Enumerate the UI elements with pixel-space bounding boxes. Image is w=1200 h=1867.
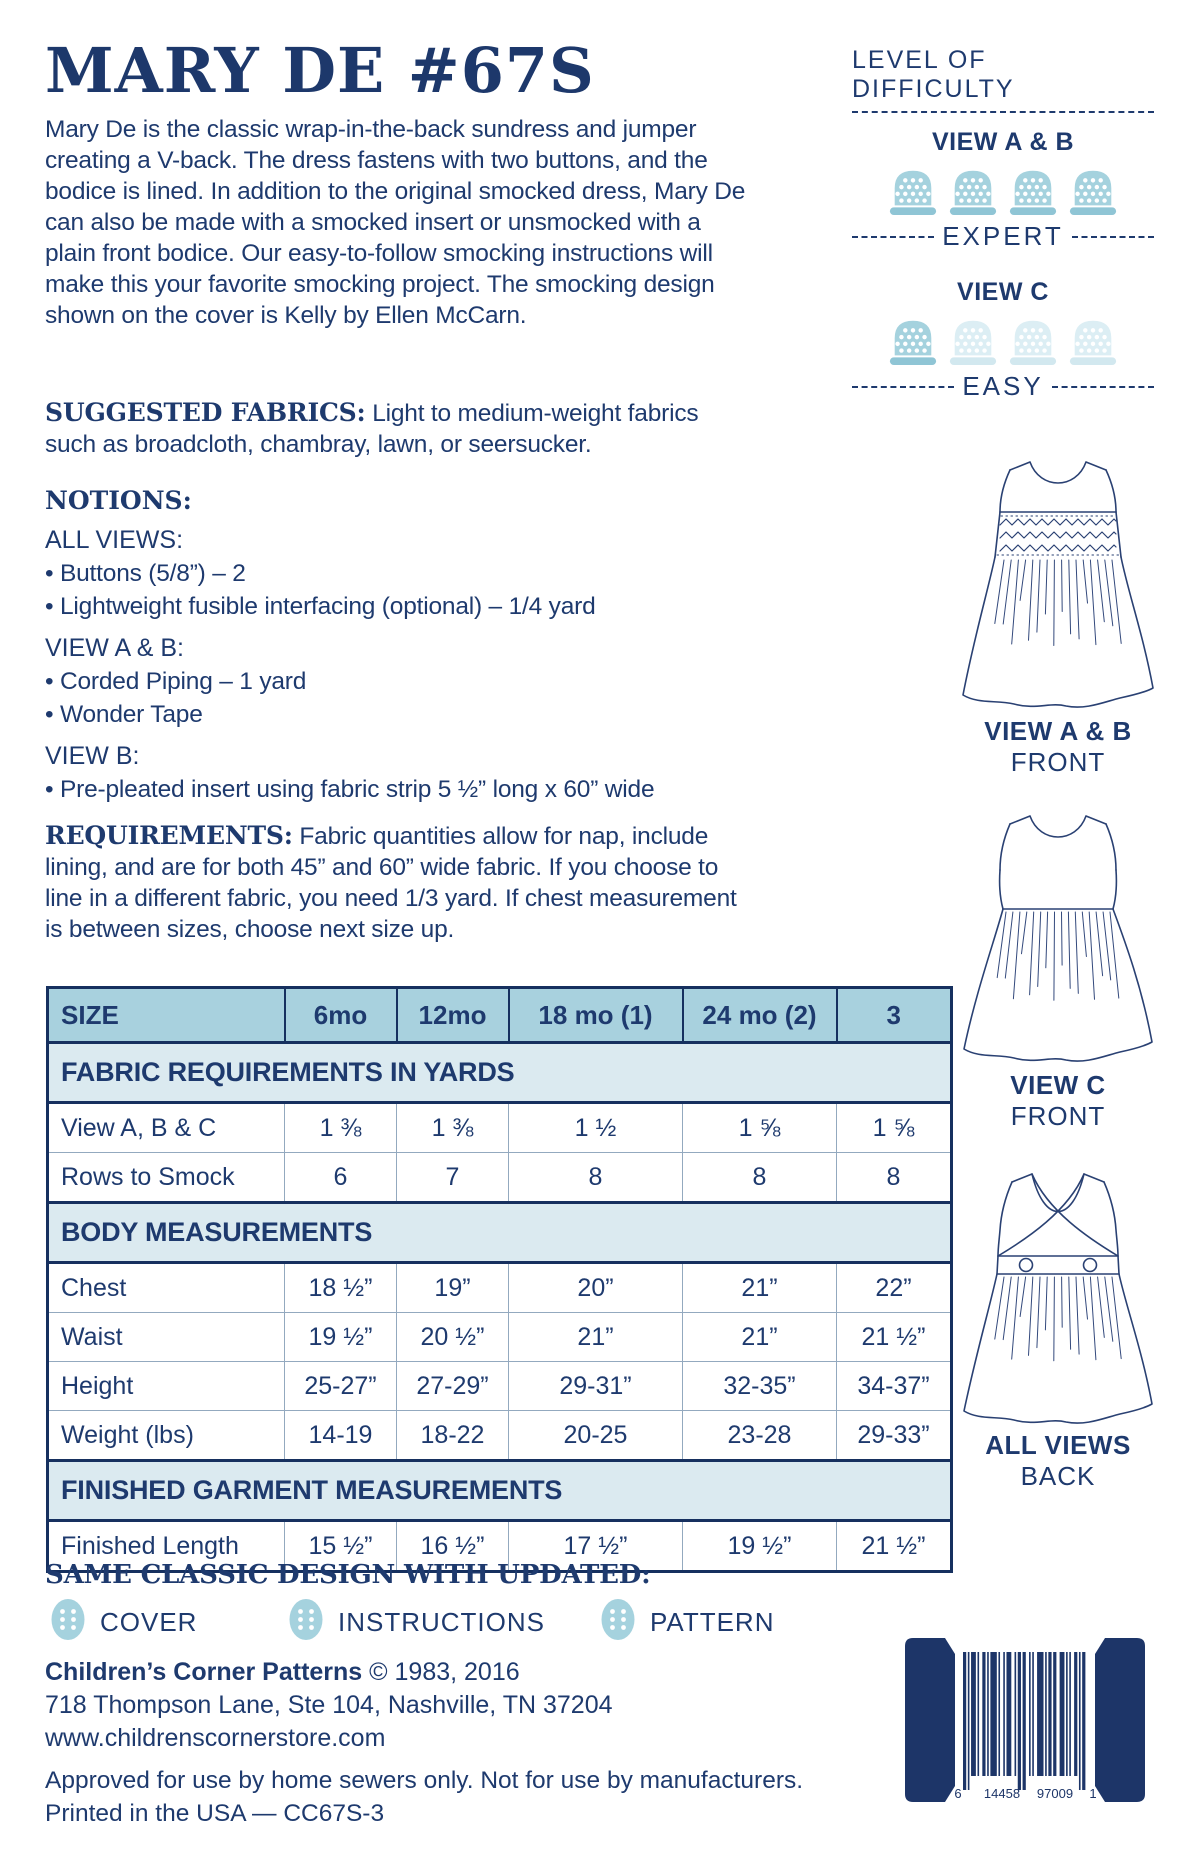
table-row (48, 1313, 952, 1362)
table-cell: 22” (837, 1263, 952, 1313)
table-cell: 1 ⅜ (397, 1103, 509, 1153)
dashed-line (852, 236, 934, 238)
table-cell: 20-25 (509, 1411, 683, 1461)
figure-view-ab-front (946, 452, 1170, 777)
thimble-icon (1066, 314, 1120, 366)
requirements-paragraph: REQUIREMENTS: Fabric quantities allow for nap, include lining, and are for both 45” and 60” wide fabric. If you choose to line in a different fabric, you need 1/3 yard. If chest measurement is between sizes, choose next size up. (45, 821, 737, 943)
updated-item-instructions: INSTRUCTIONS (288, 1598, 545, 1646)
table-cell: 21” (509, 1313, 683, 1362)
button-icon (288, 1598, 324, 1641)
barcode-bars (963, 1652, 1085, 1790)
notions-item: • Wonder Tape (45, 698, 750, 731)
description-paragraph: Mary De is the classic wrap-in-the-back sundress and jumper creating a V-back. The dress fastens with two buttons, and the bodice is lined. In addition to the original smocked dress, Mary De can also be made with a smocked insert or unsmocked with a plain front bodice. Our easy-to-follow smocking instructions will make this your favorite smocking project. The smocking design shown on the cover is Kelly by Ellen McCarn. (45, 116, 746, 329)
table-cell: 29-31” (509, 1362, 683, 1411)
table-cell: 6 (285, 1153, 397, 1203)
table-cell: 8 (509, 1153, 683, 1203)
table-cell: 19” (397, 1263, 509, 1313)
updated-item-cover: COVER (50, 1598, 197, 1646)
button-icon (288, 1598, 324, 1646)
table-cell: 1 ½ (509, 1103, 683, 1153)
suggested-fabrics-label: SUGGESTED FABRICS: (45, 398, 366, 427)
barcode-digit: 14458 (983, 1786, 1021, 1801)
barcode-spool (905, 1638, 1145, 1816)
table-cell: 34-37” (837, 1362, 952, 1411)
table-section-label: BODY MEASUREMENTS (48, 1203, 952, 1263)
notions-group-heading: VIEW B: (45, 742, 140, 770)
table-cell: 1 ⅜ (285, 1103, 397, 1153)
table-cell: 21 ½” (837, 1313, 952, 1362)
figure-caption-title: ALL VIEWS (985, 1430, 1131, 1460)
notions-label: NOTIONS: (45, 486, 192, 515)
size-chart (46, 986, 953, 1573)
table-cell: 18 ½” (285, 1263, 397, 1313)
thimble-icon (886, 314, 940, 366)
difficulty-panel (852, 46, 1154, 402)
figure-caption-title: VIEW A & B (984, 716, 1132, 746)
table-cell: 23-28 (683, 1411, 837, 1461)
table-row (48, 1153, 952, 1203)
table-cell: 25-27” (285, 1362, 397, 1411)
table-cell: 17 ½” (509, 1521, 683, 1572)
button-icon (50, 1598, 86, 1646)
table-cell: 21” (683, 1263, 837, 1313)
figure-caption-subtitle: BACK (1020, 1461, 1096, 1491)
publisher-line (45, 1656, 613, 1689)
barcode-digit: 97009 (1036, 1786, 1074, 1801)
table-cell: Weight (lbs) (48, 1411, 285, 1461)
difficulty-thimbles-c (852, 314, 1154, 366)
updated-heading: SAME CLASSIC DESIGN WITH UPDATED: (45, 1560, 651, 1590)
table-section-label: FINISHED GARMENT MEASUREMENTS (48, 1461, 952, 1521)
table-cell: 19 ½” (285, 1313, 397, 1362)
notions-item: • Pre-pleated insert using fabric strip 5 ½” long x 60” wide (45, 773, 750, 806)
suggested-fabrics-paragraph: SUGGESTED FABRICS: Light to medium-weight fabrics such as broadcloth, chambray, lawn, or seersucker. (45, 398, 699, 458)
notions-item: • Lightweight fusible interfacing (optional) – 1/4 yard (45, 590, 750, 623)
table-cell: 1 ⅝ (837, 1103, 952, 1153)
notions-group-heading: VIEW A & B: (45, 634, 184, 662)
legal-block (45, 1764, 803, 1830)
updated-item-pattern: PATTERN (600, 1598, 774, 1646)
column-header: 18 mo (1) (509, 988, 683, 1043)
requirements-label: REQUIREMENTS: (45, 821, 293, 850)
page-title: MARY DE #67S (45, 34, 595, 107)
table-cell: 8 (837, 1153, 952, 1203)
thimble-icon (946, 314, 1000, 366)
table-cell: 21” (683, 1313, 837, 1362)
table-row (48, 1263, 952, 1313)
figure-all-views-back (946, 1166, 1170, 1491)
table-cell: 27-29” (397, 1362, 509, 1411)
notions-section (45, 486, 750, 806)
table-section-label: FABRIC REQUIREMENTS IN YARDS (48, 1043, 952, 1103)
table-cell: Rows to Smock (48, 1153, 285, 1203)
column-header: 24 mo (2) (683, 988, 837, 1043)
figure-caption-subtitle: FRONT (1010, 747, 1106, 777)
figure-view-c-front (946, 806, 1170, 1131)
table-cell: 16 ½” (397, 1521, 509, 1572)
difficulty-level-easy: EASY (852, 371, 1154, 402)
difficulty-view-ab-label: VIEW A & B (931, 128, 1075, 156)
button-icon (600, 1598, 636, 1646)
printed-note: Printed in the USA — CC67S-3 (45, 1800, 385, 1827)
table-cell: 18-22 (397, 1411, 509, 1461)
difficulty-thimbles-ab (852, 164, 1154, 216)
table-row (48, 1043, 952, 1103)
table-row (48, 1203, 952, 1263)
table-cell: 29-33” (837, 1411, 952, 1461)
table-cell: Finished Length (48, 1521, 285, 1572)
table-cell: 19 ½” (683, 1521, 837, 1572)
figure-caption-subtitle: FRONT (1010, 1101, 1106, 1131)
difficulty-view-c-label: VIEW C (957, 278, 1049, 306)
column-header: SIZE (48, 988, 285, 1043)
dress-illustration-plain-front (948, 806, 1168, 1066)
publisher-website: www.childrenscornerstore.com (45, 1724, 386, 1752)
figure-caption-title: VIEW C (1010, 1070, 1106, 1100)
table-row (48, 1103, 952, 1153)
table-row (48, 1362, 952, 1411)
table-row (48, 988, 952, 1043)
table-cell: Chest (48, 1263, 285, 1313)
notions-groups (45, 524, 750, 806)
table-cell: 21 ½” (837, 1521, 952, 1572)
button-icon (600, 1598, 636, 1641)
notions-item: • Buttons (5/8”) – 2 (45, 557, 750, 590)
table-cell: 20 ½” (397, 1313, 509, 1362)
approval-note: Approved for use by home sewers only. Not for use by manufacturers. (45, 1767, 804, 1794)
table-cell: 1 ⅝ (683, 1103, 837, 1153)
barcode-digit: 6 (954, 1786, 962, 1801)
table-cell: 7 (397, 1153, 509, 1203)
button-icon (50, 1598, 86, 1641)
copyright: © 1983, 2016 (369, 1658, 520, 1686)
table-cell: 32-35” (683, 1362, 837, 1411)
barcode-digit: 1 (1089, 1786, 1097, 1801)
table-cell: 8 (683, 1153, 837, 1203)
thimble-icon (1006, 164, 1060, 216)
difficulty-heading: LEVEL OF DIFFICULTY (852, 46, 1154, 113)
column-header: 12mo (397, 988, 509, 1043)
column-header: 6mo (285, 988, 397, 1043)
difficulty-level-expert: EXPERT (852, 221, 1154, 252)
table-row (48, 1411, 952, 1461)
thimble-icon (1066, 164, 1120, 216)
notions-group-heading: ALL VIEWS: (45, 526, 184, 554)
table-cell: Waist (48, 1313, 285, 1362)
table-cell: 15 ½” (285, 1521, 397, 1572)
publisher-block (45, 1656, 613, 1755)
dashed-line (1072, 236, 1154, 238)
publisher-name: Children’s Corner Patterns (45, 1658, 363, 1686)
table-cell: View A, B & C (48, 1103, 285, 1153)
dashed-line (852, 386, 954, 388)
table-cell: 14-19 (285, 1411, 397, 1461)
dress-illustration-smocked-front (948, 452, 1168, 712)
table-row (48, 1461, 952, 1521)
thimble-icon (1006, 314, 1060, 366)
table-cell: Height (48, 1362, 285, 1411)
table-cell: 20” (509, 1263, 683, 1313)
thimble-icon (946, 164, 1000, 216)
thimble-icon (886, 164, 940, 216)
column-header: 3 (837, 988, 952, 1043)
notions-item: • Corded Piping – 1 yard (45, 665, 750, 698)
publisher-address: 718 Thompson Lane, Ste 104, Nashville, TN 37204 (45, 1691, 613, 1719)
dashed-line (1052, 386, 1154, 388)
dress-illustration-wrap-back (948, 1166, 1168, 1426)
